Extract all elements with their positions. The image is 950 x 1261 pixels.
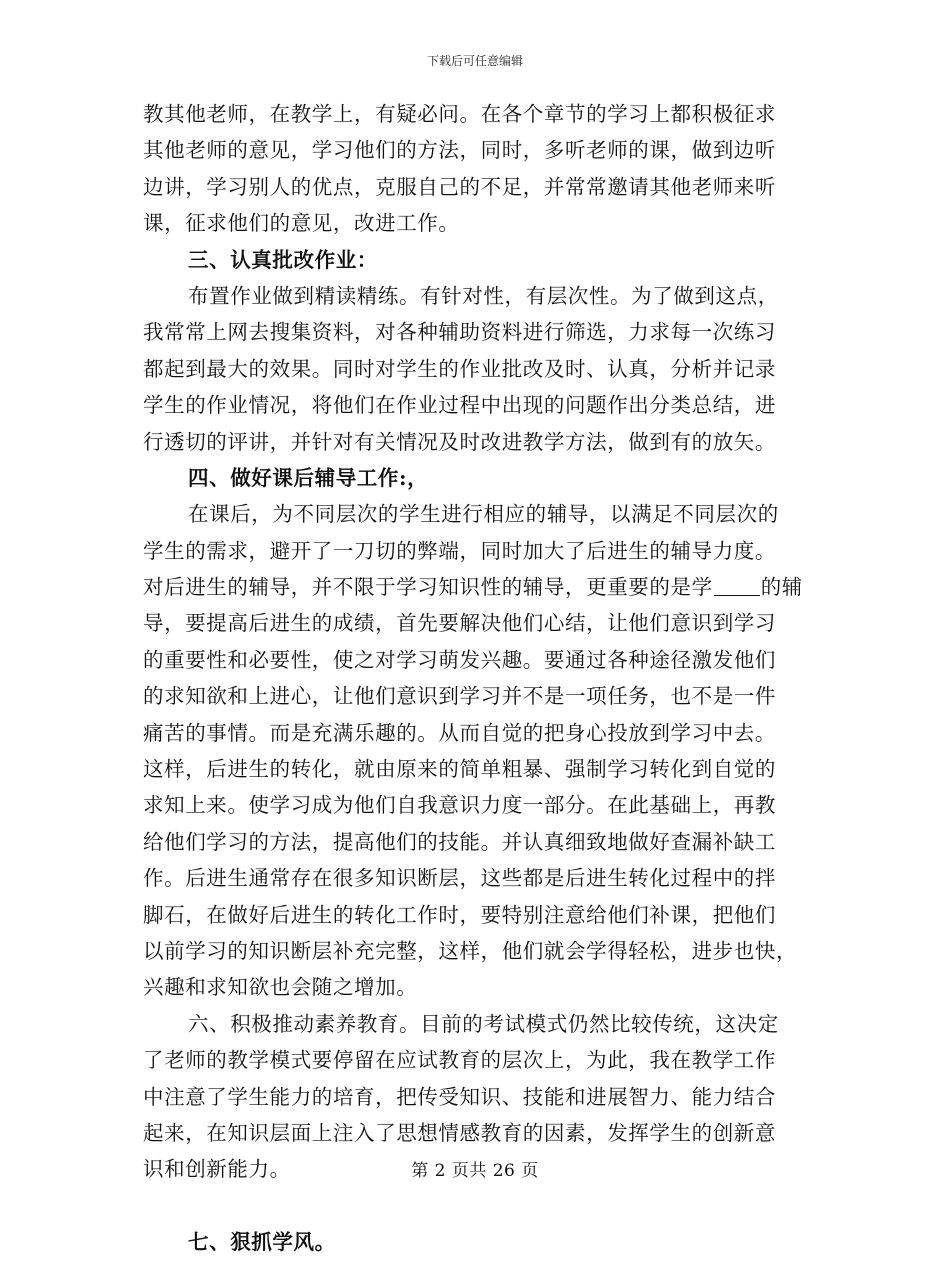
paragraph-line: 教其他老师，在教学上，有疑必问。在各个章节的学习上都积极征求 [143,102,776,126]
paragraph-line: 导，要提高后进生的成绩，首先要解决他们心结，让他们意识到学习 [143,611,776,636]
paragraph-line: 行透切的评讲，并针对有关情况及时改进教学方法，做到有的放矢。 [143,429,776,454]
paragraph-line-with-blank [143,569,808,605]
text-after-blank: 的辅 [760,575,803,600]
paragraph-line: 的求知欲和上进心，让他们意识到学习并不是一项任务，也不是一件 [143,684,776,709]
paragraph-line: 学生的需求，避开了一刀切的弊端，同时加大了后进生的辅导力度。 [143,538,776,563]
blank-underline [714,573,760,596]
paragraph-line: 课，征求他们的意见，改进工作。 [143,211,460,236]
document-body [143,96,808,1261]
paragraph-line: 我常常上网去搜集资料，对各种辅助资料进行筛选，力求每一次练习 [143,320,776,345]
paragraph-line: 识和创新能力。 [143,1157,291,1182]
empty-line [143,1188,808,1224]
paragraph-line: 以前学习的知识断层补充完整，这样，他们就会学得轻松，进步也快， [143,938,798,963]
paragraph-line: 求知上来。使学习成为他们自我意识力度一部分。在此基础上，再教 [143,793,776,818]
paragraph-line: 起来，在知识层面上注入了思想情感教育的因素，发挥学生的创新意 [143,1120,776,1145]
paragraph-line: 在课后，为不同层次的学生进行相应的辅导，以满足不同层次的 [188,502,779,527]
paragraph-line: 作。后进生通常存在很多知识断层，这些都是后进生转化过程中的拌 [143,866,776,891]
section-heading: 三、认真批改作业： [188,247,378,272]
paragraph-line: 了老师的教学模式要停留在应试教育的层次上，为此，我在教学工作 [143,1048,776,1073]
paragraph-line: 兴趣和求知欲也会随之增加。 [143,975,418,1000]
paragraph-line: 这样，后进生的转化，就由原来的简单粗暴、强制学习转化到自觉的 [143,757,776,782]
paragraph-line: 其他老师的意见，学习他们的方法，同时，多听老师的课，做到边听 [143,138,776,163]
paragraph-line: 痛苦的事情。而是充满乐趣的。从而自觉的把身心投放到学习中去。 [143,720,776,745]
paragraph-line: 布置作业做到精读精练。有针对性，有层次性。为了做到这点， [188,283,779,308]
page-header: 下载后可任意编辑 [426,54,523,68]
paragraph-line: 给他们学习的方法，提高他们的技能。并认真细致地做好查漏补缺工 [143,829,776,854]
paragraph-line: 的重要性和必要性，使之对学习萌发兴趣。要通过各种途径激发他们 [143,647,776,672]
paragraph-line: 都起到最大的效果。同时对学生的作业批改及时、认真，分析并记录 [143,356,776,381]
page-footer: 第 2 页共 26 页 [411,1161,539,1181]
paragraph-line: 边讲，学习别人的优点，克服自己的不足，并常常邀请其他老师来听 [143,174,776,199]
section-heading: 四、做好课后辅导工作:， [188,465,429,490]
paragraph-line: 学生的作业情况，将他们在作业过程中出现的问题作出分类总结，进 [143,393,776,418]
section-heading: 七、狠抓学风。 [188,1230,336,1255]
paragraph-line: 脚石，在做好后进生的转化工作时，要特别注意给他们补课，把他们 [143,902,776,927]
paragraph-line: 中注意了学生能力的培育，把传受知识、技能和进展智力、能力结合 [143,1084,776,1109]
paragraph-line: 六、积极推动素养教育。目前的考试模式仍然比较传统，这决定 [188,1011,779,1036]
text-before-blank: 对后进生的辅导，并不限于学习知识性的辅导，更重要的是学 [143,575,713,600]
